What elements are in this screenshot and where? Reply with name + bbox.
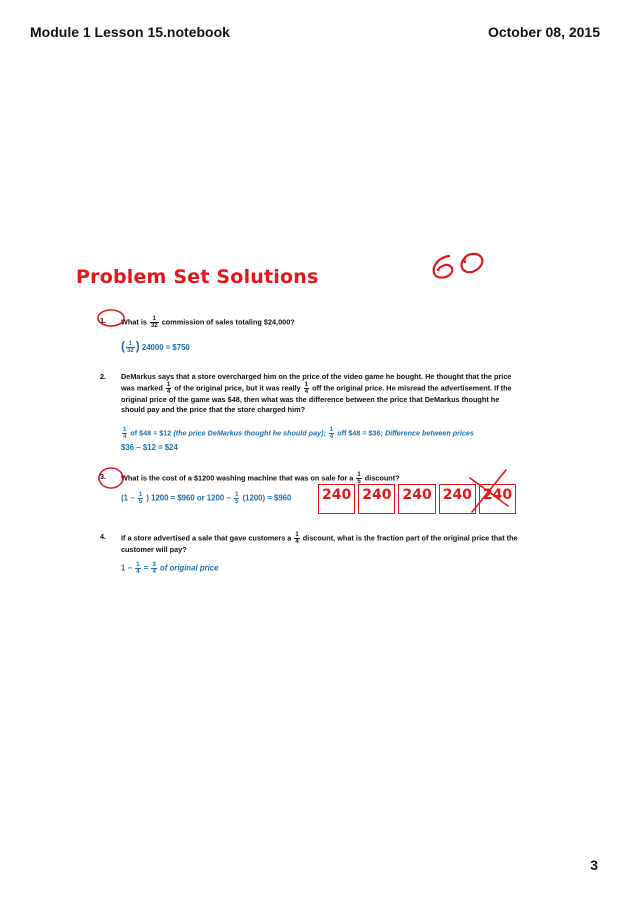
handwritten-value: 240 — [398, 484, 435, 514]
fraction: $\frac{1}{32}$ — [127, 341, 134, 355]
problem-solution: 1 − $\frac{1}{4}$ = $\frac{3}{4}$ of original price — [121, 562, 219, 575]
notebook-title: Module 1 Lesson 15.notebook — [30, 24, 230, 40]
fraction: $\frac{1}{4}$ — [329, 427, 334, 440]
problem-solution-line-1: $\frac{1}{4}$ of $48 = $12 (the price DeMarkus thought he should pay); $\frac{1}{4}$ off $48 = $36; Difference between prices — [123, 427, 474, 440]
handwritten-work — [318, 484, 522, 514]
problem-number: 3. — [100, 472, 107, 481]
fraction: $\frac{1}{5}$ — [138, 492, 143, 505]
problem-question: If a store advertised a sale that gave customers a $\frac{1}{4}$ discount, what is the fraction part of the original price that the customer will pay? — [121, 532, 518, 554]
problem-question: What is the cost of a $1200 washing machine that was on sale for a $\frac{1}{5}$ discount? — [121, 472, 400, 485]
problem-solution-line-2: $36 − $12 = $24 — [121, 443, 178, 452]
fraction: $\frac{1}{4}$ — [166, 381, 171, 395]
problem-solution: ( $\frac{1}{32}$ ) 24000 = $750 — [121, 339, 190, 355]
problem-number: 4. — [100, 532, 107, 541]
fraction: $\frac{3}{4}$ — [152, 562, 156, 575]
fraction: $\frac{1}{4}$ — [136, 562, 140, 575]
fraction: $\frac{1}{5}$ — [235, 492, 239, 505]
problem-question: What is $\frac{1}{32}$ commission of sales totaling $24,000? — [121, 316, 295, 329]
fraction: $\frac{1}{4}$ — [295, 532, 299, 545]
handwritten-value: 240 — [358, 484, 395, 514]
handwritten-value: 240 — [439, 484, 476, 514]
fraction: $\frac{1}{4}$ — [304, 381, 309, 395]
page-number: 3 — [590, 857, 598, 873]
problem-number: 1. — [100, 316, 107, 325]
problem-number: 2. — [100, 372, 107, 381]
fraction: $\frac{1}{5}$ — [357, 472, 361, 485]
fraction: $\frac{1}{32}$ — [150, 316, 158, 329]
notebook-date: October 08, 2015 — [487, 24, 600, 40]
fraction: $\frac{1}{4}$ — [123, 427, 127, 440]
handwritten-value: 240 — [479, 484, 516, 514]
problem-set-title: Problem Set Solutions — [76, 266, 319, 288]
problem-question: DeMarkus says that a store overcharged him on the price of the video game he bought. He thought that the price was marked $\frac{1}{4}$ of the original price, but it was really $\frac{1}{4}$ off the original price. He misread the advertisement. If the original price of the game was $48, then what was the difference between the price that DeMarkus thought he should pay and the price that the store charged him? — [121, 372, 512, 414]
handwritten-value: 240 — [318, 484, 355, 514]
problem-solution: (1 − $\frac{1}{5}$ ) 1200 = $960 or 1200 − $\frac{1}{5}$ (1200) = $960 — [121, 492, 292, 505]
